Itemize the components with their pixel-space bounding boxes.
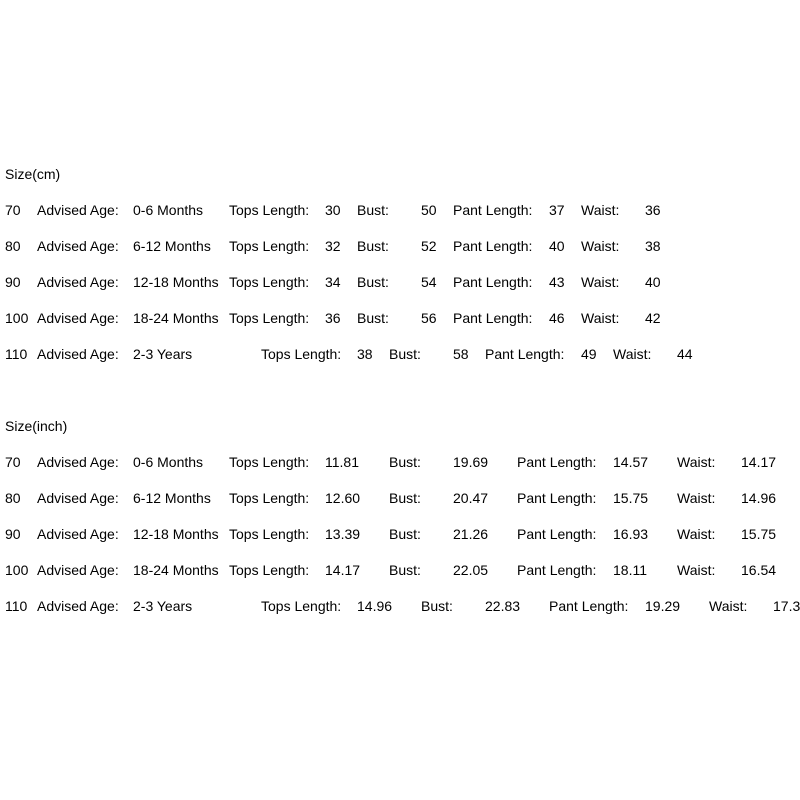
tops-length-label: Tops Length: — [229, 526, 310, 542]
waist-label: Waist: — [581, 274, 620, 290]
pant-length-value: 18.11 — [613, 562, 647, 578]
waist-label: Waist: — [677, 454, 716, 470]
tops-length-label: Tops Length: — [229, 562, 310, 578]
bust-value: 50 — [421, 202, 437, 218]
advised-age-label: Advised Age: — [37, 490, 119, 506]
waist-value: 40 — [645, 274, 661, 290]
pant-length-value: 16.93 — [613, 526, 649, 542]
section-title-inch: Size(inch) — [5, 418, 68, 434]
waist-label: Waist: — [581, 238, 620, 254]
pant-length-label: Pant Length: — [549, 598, 629, 614]
bust-value: 21.26 — [453, 526, 489, 542]
advised-age-value: 2-3 Years — [133, 598, 193, 614]
pant-length-value: 15.75 — [613, 490, 649, 506]
bust-label: Bust: — [357, 274, 389, 290]
bust-label: Bust: — [357, 310, 389, 326]
table-row — [0, 598, 800, 614]
bust-value: 22.05 — [453, 562, 489, 578]
bust-label: Bust: — [389, 346, 421, 362]
size-value: 70 — [5, 202, 21, 218]
tops-length-label: Tops Length: — [229, 238, 310, 254]
bust-label: Bust: — [389, 454, 421, 470]
bust-label: Bust: — [389, 526, 421, 542]
tops-length-value: 13.39 — [325, 526, 361, 542]
advised-age-label: Advised Age: — [37, 346, 119, 362]
table-row — [0, 526, 800, 542]
bust-value: 19.69 — [453, 454, 489, 470]
pant-length-label: Pant Length: — [517, 490, 597, 506]
waist-value: 36 — [645, 202, 661, 218]
size-value: 80 — [5, 238, 21, 254]
tops-length-label: Tops Length: — [229, 274, 310, 290]
advised-age-label: Advised Age: — [37, 310, 119, 326]
table-row — [0, 490, 800, 506]
tops-length-label: Tops Length: — [229, 310, 310, 326]
pant-length-label: Pant Length: — [453, 310, 533, 326]
advised-age-value: 18-24 Months — [133, 310, 219, 326]
tops-length-value: 12.60 — [325, 490, 361, 506]
size-value: 70 — [5, 454, 21, 470]
size-value: 90 — [5, 526, 21, 542]
advised-age-label: Advised Age: — [37, 274, 119, 290]
pant-length-value: 37 — [549, 202, 565, 218]
tops-length-label: Tops Length: — [229, 202, 310, 218]
waist-label: Waist: — [581, 202, 620, 218]
waist-label: Waist: — [581, 310, 620, 326]
waist-value: 44 — [677, 346, 693, 362]
pant-length-label: Pant Length: — [517, 562, 597, 578]
size-value: 90 — [5, 274, 21, 290]
bust-label: Bust: — [421, 598, 453, 614]
waist-label: Waist: — [677, 490, 716, 506]
advised-age-value: 0-6 Months — [133, 454, 204, 470]
pant-length-value: 43 — [549, 274, 565, 290]
waist-value: 42 — [645, 310, 661, 326]
advised-age-value: 6-12 Months — [133, 490, 211, 506]
size-value: 100 — [5, 562, 29, 578]
bust-value: 58 — [453, 346, 469, 362]
tops-length-value: 36 — [325, 310, 341, 326]
pant-length-value: 49 — [581, 346, 597, 362]
size-value: 100 — [5, 310, 29, 326]
pant-length-value: 14.57 — [613, 454, 649, 470]
waist-value: 15.75 — [741, 526, 777, 542]
advised-age-label: Advised Age: — [37, 202, 119, 218]
waist-label: Waist: — [613, 346, 652, 362]
tops-length-label: Tops Length: — [229, 490, 310, 506]
table-row — [0, 562, 800, 578]
bust-label: Bust: — [357, 238, 389, 254]
bust-value: 52 — [421, 238, 437, 254]
pant-length-value: 40 — [549, 238, 565, 254]
advised-age-value: 6-12 Months — [133, 238, 211, 254]
pant-length-label: Pant Length: — [453, 202, 533, 218]
section-title-cm: Size(cm) — [5, 166, 61, 182]
advised-age-label: Advised Age: — [37, 562, 119, 578]
advised-age-label: Advised Age: — [37, 598, 119, 614]
bust-value: 54 — [421, 274, 437, 290]
table-row — [0, 238, 800, 254]
tops-length-value: 38 — [357, 346, 373, 362]
pant-length-label: Pant Length: — [485, 346, 565, 362]
waist-label: Waist: — [677, 526, 716, 542]
advised-age-value: 18-24 Months — [133, 562, 219, 578]
pant-length-label: Pant Length: — [453, 238, 533, 254]
advised-age-label: Advised Age: — [37, 526, 119, 542]
waist-value: 16.54 — [741, 562, 777, 578]
size-value: 110 — [5, 598, 28, 614]
advised-age-value: 12-18 Months — [133, 274, 219, 290]
advised-age-label: Advised Age: — [37, 238, 119, 254]
size-value: 110 — [5, 346, 28, 362]
table-row — [0, 202, 800, 218]
table-row — [0, 346, 800, 362]
table-row — [0, 454, 800, 470]
bust-label: Bust: — [357, 202, 389, 218]
pant-length-label: Pant Length: — [517, 454, 597, 470]
bust-value: 20.47 — [453, 490, 489, 506]
waist-value: 38 — [645, 238, 661, 254]
pant-length-label: Pant Length: — [453, 274, 533, 290]
tops-length-value: 11.81 — [325, 454, 359, 470]
waist-value: 14.96 — [741, 490, 777, 506]
tops-length-label: Tops Length: — [261, 598, 342, 614]
advised-age-value: 0-6 Months — [133, 202, 204, 218]
bust-value: 56 — [421, 310, 437, 326]
tops-length-label: Tops Length: — [261, 346, 342, 362]
pant-length-value: 46 — [549, 310, 565, 326]
table-row — [0, 310, 800, 326]
tops-length-value: 14.96 — [357, 598, 393, 614]
bust-label: Bust: — [389, 490, 421, 506]
tops-length-label: Tops Length: — [229, 454, 310, 470]
pant-length-label: Pant Length: — [517, 526, 597, 542]
advised-age-value: 12-18 Months — [133, 526, 219, 542]
waist-value: 14.17 — [741, 454, 777, 470]
tops-length-value: 32 — [325, 238, 341, 254]
waist-value: 17.3 — [773, 598, 800, 614]
waist-label: Waist: — [709, 598, 748, 614]
size-value: 80 — [5, 490, 21, 506]
advised-age-label: Advised Age: — [37, 454, 119, 470]
bust-label: Bust: — [389, 562, 421, 578]
waist-label: Waist: — [677, 562, 716, 578]
advised-age-value: 2-3 Years — [133, 346, 193, 362]
table-row — [0, 274, 800, 290]
tops-length-value: 14.17 — [325, 562, 361, 578]
pant-length-value: 19.29 — [645, 598, 681, 614]
tops-length-value: 30 — [325, 202, 341, 218]
tops-length-value: 34 — [325, 274, 341, 290]
bust-value: 22.83 — [485, 598, 521, 614]
